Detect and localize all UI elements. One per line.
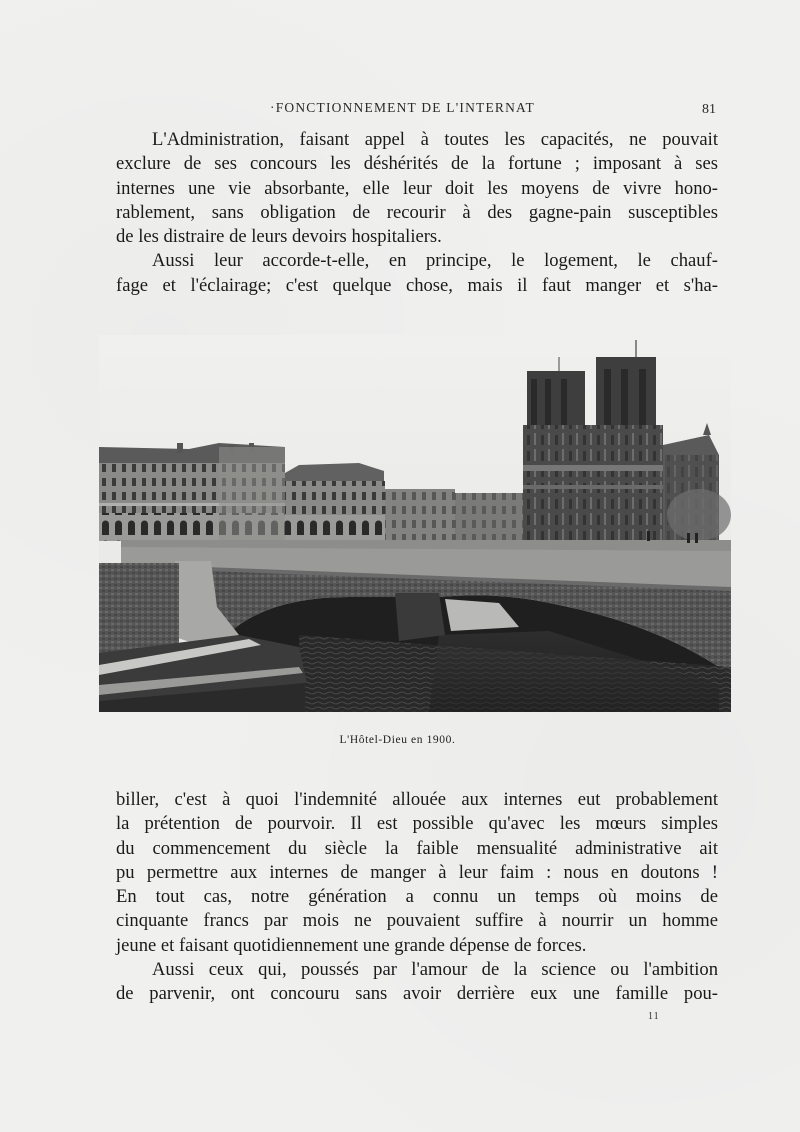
text-line: En tout cas, notre génération a connu un temps où moins de — [116, 886, 718, 908]
text-line: cinquante francs par mois ne pouvaient suffire à nourrir un homme — [116, 910, 718, 932]
text-line: fage et l'éclairage; c'est quelque chose, mais il faut manger et s'ha- — [116, 274, 718, 296]
photo-illustration — [99, 335, 731, 712]
text-line: de les distraire de leurs devoirs hospitaliers. — [116, 226, 442, 248]
text-line: L'Administration, faisant appel à toutes les capacités, ne pouvait — [152, 129, 718, 150]
text-line: du commencement du siècle la faible mensualité administrative ait — [116, 837, 718, 859]
text-line: Aussi leur accorde-t-elle, en principe, le logement, le chauf- — [152, 250, 718, 272]
figure-caption — [0, 734, 800, 746]
body-text-top — [116, 128, 718, 298]
page-number: 81 — [702, 102, 716, 117]
photograph-hotel-dieu — [99, 335, 731, 712]
text-line: rablement, sans obligation de recourir à des gagne-pain susceptibles — [116, 201, 718, 223]
text-line: exclure de ses concours les déshérités de la fortune ; imposant à ses — [116, 153, 718, 175]
text-line: de parvenir, ont concouru sans avoir derrière eux une famille pou- — [116, 983, 718, 1005]
text-line: la prétention de pourvoir. Il est possible qu'avec les mœurs simples — [116, 813, 718, 835]
running-head-title: ·FONCTIONNEMENT DE L'INTERNAT — [270, 100, 535, 115]
text-line: pu permettre aux internes de manger à leur faim : nous en doutons ! — [116, 861, 718, 883]
caption-text: L'Hôtel-Dieu en 1900. — [339, 734, 456, 746]
signature-mark: 11 — [648, 1011, 660, 1022]
text-line: jeune et faisant quotidiennement une grande dépense de forces. — [116, 934, 587, 956]
body-text-bottom — [116, 788, 718, 1007]
text-line: biller, c'est à quoi l'indemnité allouée aux internes eut probablement — [116, 789, 718, 810]
text-line: internes une vie absorbante, elle leur doit les moyens de vivre hono- — [116, 177, 718, 199]
text-line: Aussi ceux qui, poussés par l'amour de la science ou l'ambition — [152, 959, 718, 981]
